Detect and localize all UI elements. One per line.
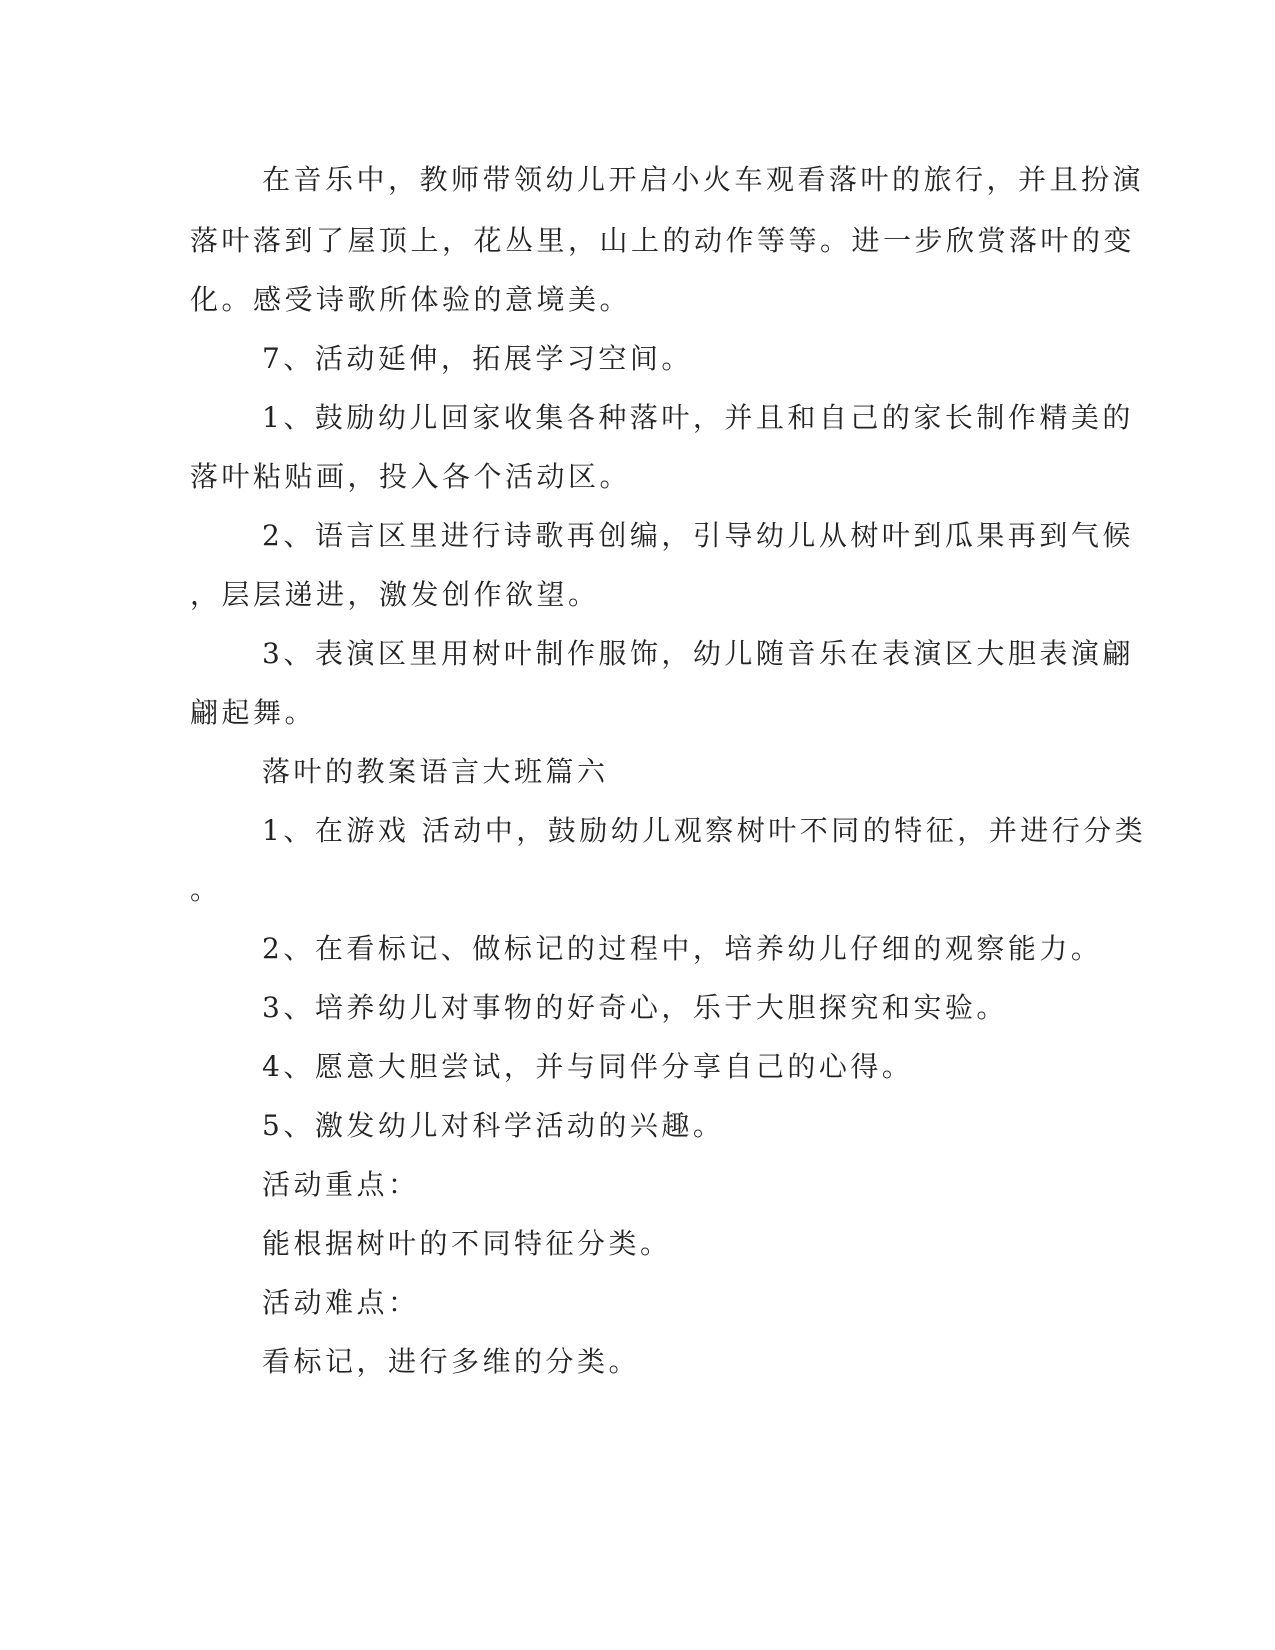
list-item-continuation: 落叶粘贴画，投入各个活动区。: [190, 460, 632, 493]
list-item: 2、语言区里进行诗歌再创编，引导幼儿从树叶到瓜果再到气候: [262, 519, 1134, 552]
list-item: 3、培养幼儿对事物的好奇心，乐于大胆探究和实验。: [262, 991, 1008, 1024]
paragraph-line: 能根据树叶的不同特征分类。: [262, 1227, 672, 1260]
section-label: 活动重点：: [262, 1168, 420, 1201]
list-item: 3、表演区里用树叶制作服饰，幼儿随音乐在表演区大胆表演翩: [262, 637, 1134, 670]
list-item: 4、愿意大胆尝试，并与同伴分享自己的心得。: [262, 1050, 914, 1083]
list-item-continuation: ，层层递进，激发创作欲望。: [190, 578, 600, 611]
paragraph-line: 落叶落到了屋顶上，花丛里，山上的动作等等。进一步欣赏落叶的变: [190, 224, 1136, 257]
section-title: 落叶的教案语言大班篇六: [262, 755, 609, 788]
list-item: 2、在看标记、做标记的过程中，培养幼儿仔细的观察能力。: [262, 932, 1103, 965]
list-item-continuation: 。: [190, 873, 222, 906]
list-item: 1、鼓励幼儿回家收集各种落叶，并且和自己的家长制作精美的: [262, 401, 1134, 434]
list-item-continuation: 翩起舞。: [190, 696, 317, 729]
section-heading: 7、活动延伸，拓展学习空间。: [262, 342, 693, 375]
paragraph-line: 看标记，进行多维的分类。: [262, 1345, 641, 1378]
paragraph-line: 化。感受诗歌所体验的意境美。: [190, 283, 632, 316]
section-label: 活动难点：: [262, 1286, 420, 1319]
paragraph-line: 在音乐中，教师带领幼儿开启小火车观看落叶的旅行，并且扮演: [262, 163, 1145, 196]
list-item: 5、激发幼儿对科学活动的兴趣。: [262, 1109, 725, 1142]
list-item: 1、在游戏 活动中，鼓励幼儿观察树叶不同的特征，并进行分类: [262, 814, 1147, 847]
